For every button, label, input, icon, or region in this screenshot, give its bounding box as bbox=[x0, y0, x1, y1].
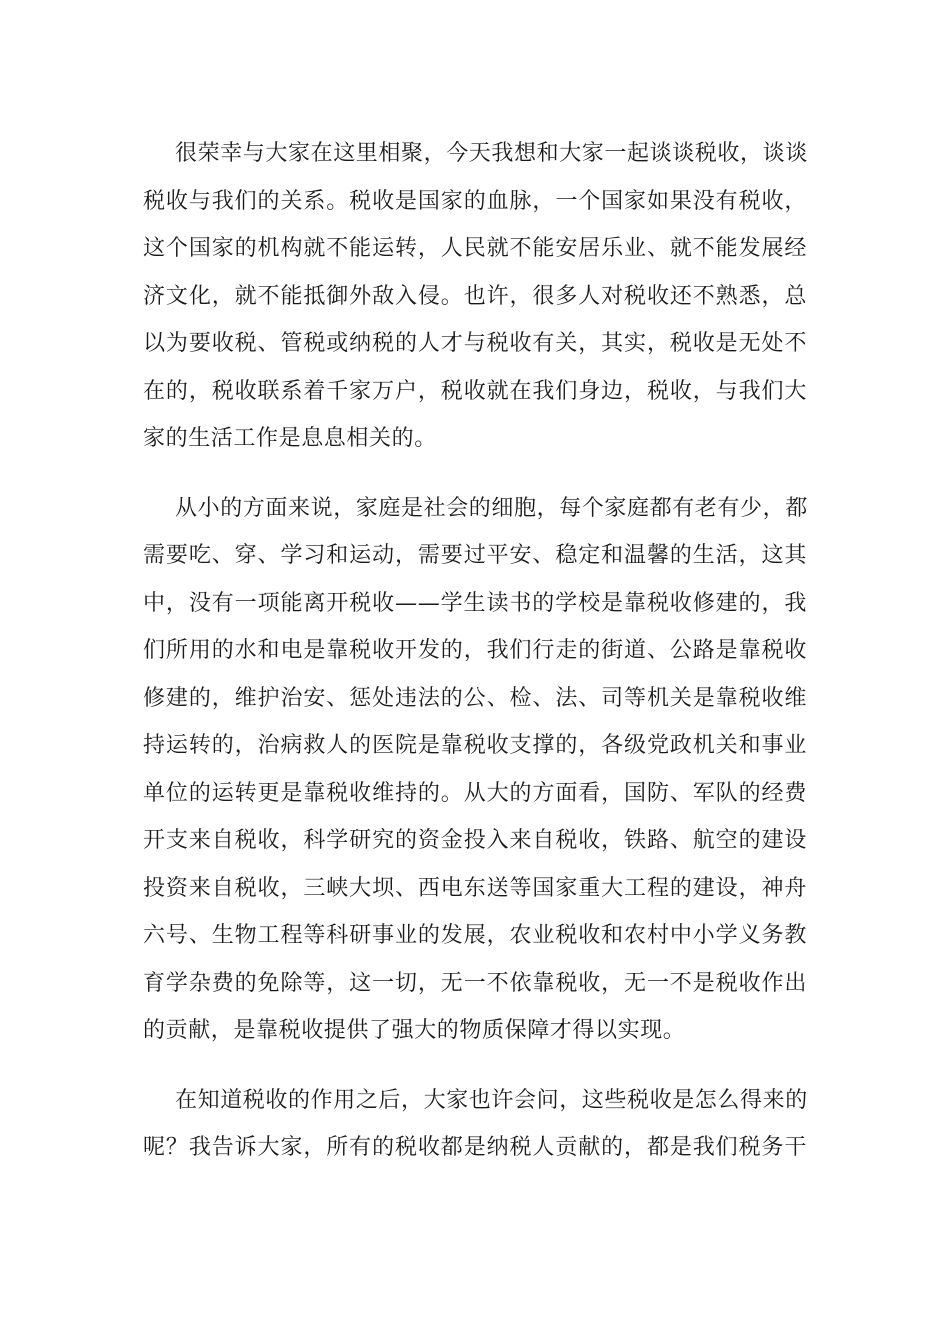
paragraph-line: 育学杂费的免除等，这一切，无一不依靠税收，无一不是税收作出 bbox=[143, 970, 807, 996]
paragraph-line: 需要吃、穿、学习和运动，需要过平安、稳定和温馨的生活，这其 bbox=[143, 543, 807, 568]
paragraph-line: 开支来自税收，科学研究的资金投入来自税收，铁路、航空的建设 bbox=[143, 828, 807, 853]
paragraph-line: 呢？我告诉大家，所有的税收都是纳税人贡献的，都是我们税务干 bbox=[143, 1135, 807, 1160]
paragraph-line: 中，没有一项能离开税收——学生读书的学校是靠税收修建的，我 bbox=[143, 590, 807, 616]
paragraph-line: 六号、生物工程等科研事业的发展，农业税收和农村中小学义务教 bbox=[143, 923, 807, 948]
paragraph-line: 持运转的，治病救人的医院是靠税收支撑的，各级党政机关和事业 bbox=[143, 733, 807, 758]
paragraph-line: 投资来自税收，三峡大坝、西电东送等国家重大工程的建设，神舟 bbox=[143, 875, 807, 901]
paragraph-line: 在知道税收的作用之后，大家也许会问，这些税收是怎么得来的 bbox=[175, 1087, 808, 1113]
paragraph-3 bbox=[143, 1077, 807, 1172]
paragraph-line: 修建的，维护治安、惩处违法的公、检、法、司等机关是靠税收维 bbox=[143, 685, 807, 711]
paragraph-line: 的贡献，是靠税收提供了强大的物质保障才得以实现。 bbox=[143, 1018, 686, 1043]
paragraph-line: 在的，税收联系着千家万户，税收就在我们身边，税收，与我们大 bbox=[143, 378, 807, 404]
paragraph-1 bbox=[143, 130, 807, 463]
paragraph-line: 从小的方面来说，家庭是社会的细胞，每个家庭都有老有少，都 bbox=[175, 495, 808, 521]
paragraph-line: 很荣幸与大家在这里相聚，今天我想和大家一起谈谈税收，谈谈 bbox=[175, 141, 808, 166]
paragraph-line: 税收与我们的关系。税收是国家的血脉，一个国家如果没有税收， bbox=[143, 188, 807, 214]
paragraph-line: 单位的运转更是靠税收维持的。从大的方面看，国防、军队的经费 bbox=[143, 780, 807, 806]
paragraph-2 bbox=[143, 485, 807, 1055]
document-body bbox=[143, 130, 807, 1194]
paragraph-line: 家的生活工作是息息相关的。 bbox=[143, 426, 437, 451]
paragraph-line: 济文化，就不能抵御外敌入侵。也许，很多人对税收还不熟悉，总 bbox=[143, 283, 807, 309]
paragraph-line: 们所用的水和电是靠税收开发的，我们行走的街道、公路是靠税收 bbox=[143, 638, 807, 663]
paragraph-line: 这个国家的机构就不能运转，人民就不能安居乐业、就不能发展经 bbox=[143, 236, 807, 261]
paragraph-line: 以为要收税、管税或纳税的人才与税收有关，其实，税收是无处不 bbox=[143, 331, 807, 356]
